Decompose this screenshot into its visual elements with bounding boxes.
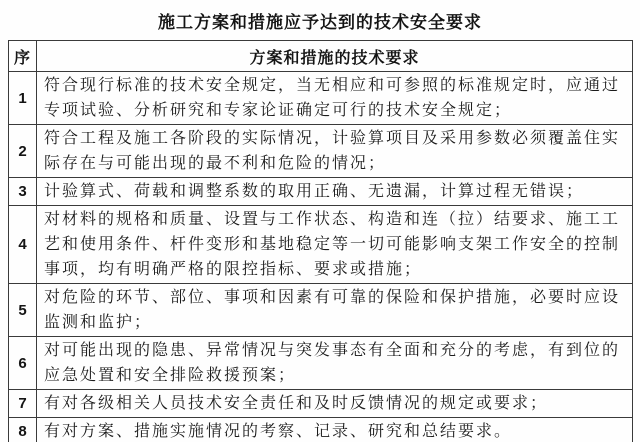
row-requirement: 符合现行标准的技术安全规定，当无相应和可参照的标准规定时，应通过专项试验、分析研究和专家论证确定可行的技术安全规定； [37,72,633,125]
row-number: 6 [9,337,37,390]
table-row [9,178,633,206]
row-number: 8 [9,418,37,442]
row-requirement: 符合工程及施工各阶段的实际情况，计验算项目及采用参数必须覆盖住实际存在与可能出现的最不利和危险的情况； [37,125,633,178]
row-number: 5 [9,284,37,337]
column-header-requirements: 方案和措施的技术要求 [37,41,633,72]
row-number: 7 [9,390,37,418]
row-number: 4 [9,206,37,284]
row-number: 3 [9,178,37,206]
row-requirement: 计验算式、荷载和调整系数的取用正确、无遗漏，计算过程无错误； [37,178,633,206]
table-row [9,418,633,442]
column-header-seq: 序 [9,41,37,72]
row-requirement: 有对方案、措施实施情况的考察、记录、研究和总结要求。 [37,418,633,442]
row-requirement: 对危险的环节、部位、事项和因素有可靠的保险和保护措施，必要时应设监测和监护； [37,284,633,337]
row-requirement: 有对各级相关人员技术安全责任和及时反馈情况的规定或要求； [37,390,633,418]
page-title: 施工方案和措施应予达到的技术安全要求 [158,13,482,32]
table-row [9,284,633,337]
row-requirement: 对材料的规格和质量、设置与工作状态、构造和连（拉）结要求、施工工艺和使用条件、杆件变形和基地稳定等一切可能影响支架工作安全的控制事项，均有明确严格的限控指标、要求或措施； [37,206,633,284]
table-row [9,337,633,390]
row-number: 1 [9,72,37,125]
table-header-row [9,41,633,72]
table-row [9,72,633,125]
table-row [9,206,633,284]
table-row [9,390,633,418]
table-row [9,125,633,178]
row-requirement: 对可能出现的隐患、异常情况与突发事态有全面和充分的考虑，有到位的应急处置和安全排险救援预案； [37,337,633,390]
requirements-table [8,40,633,442]
row-number: 2 [9,125,37,178]
